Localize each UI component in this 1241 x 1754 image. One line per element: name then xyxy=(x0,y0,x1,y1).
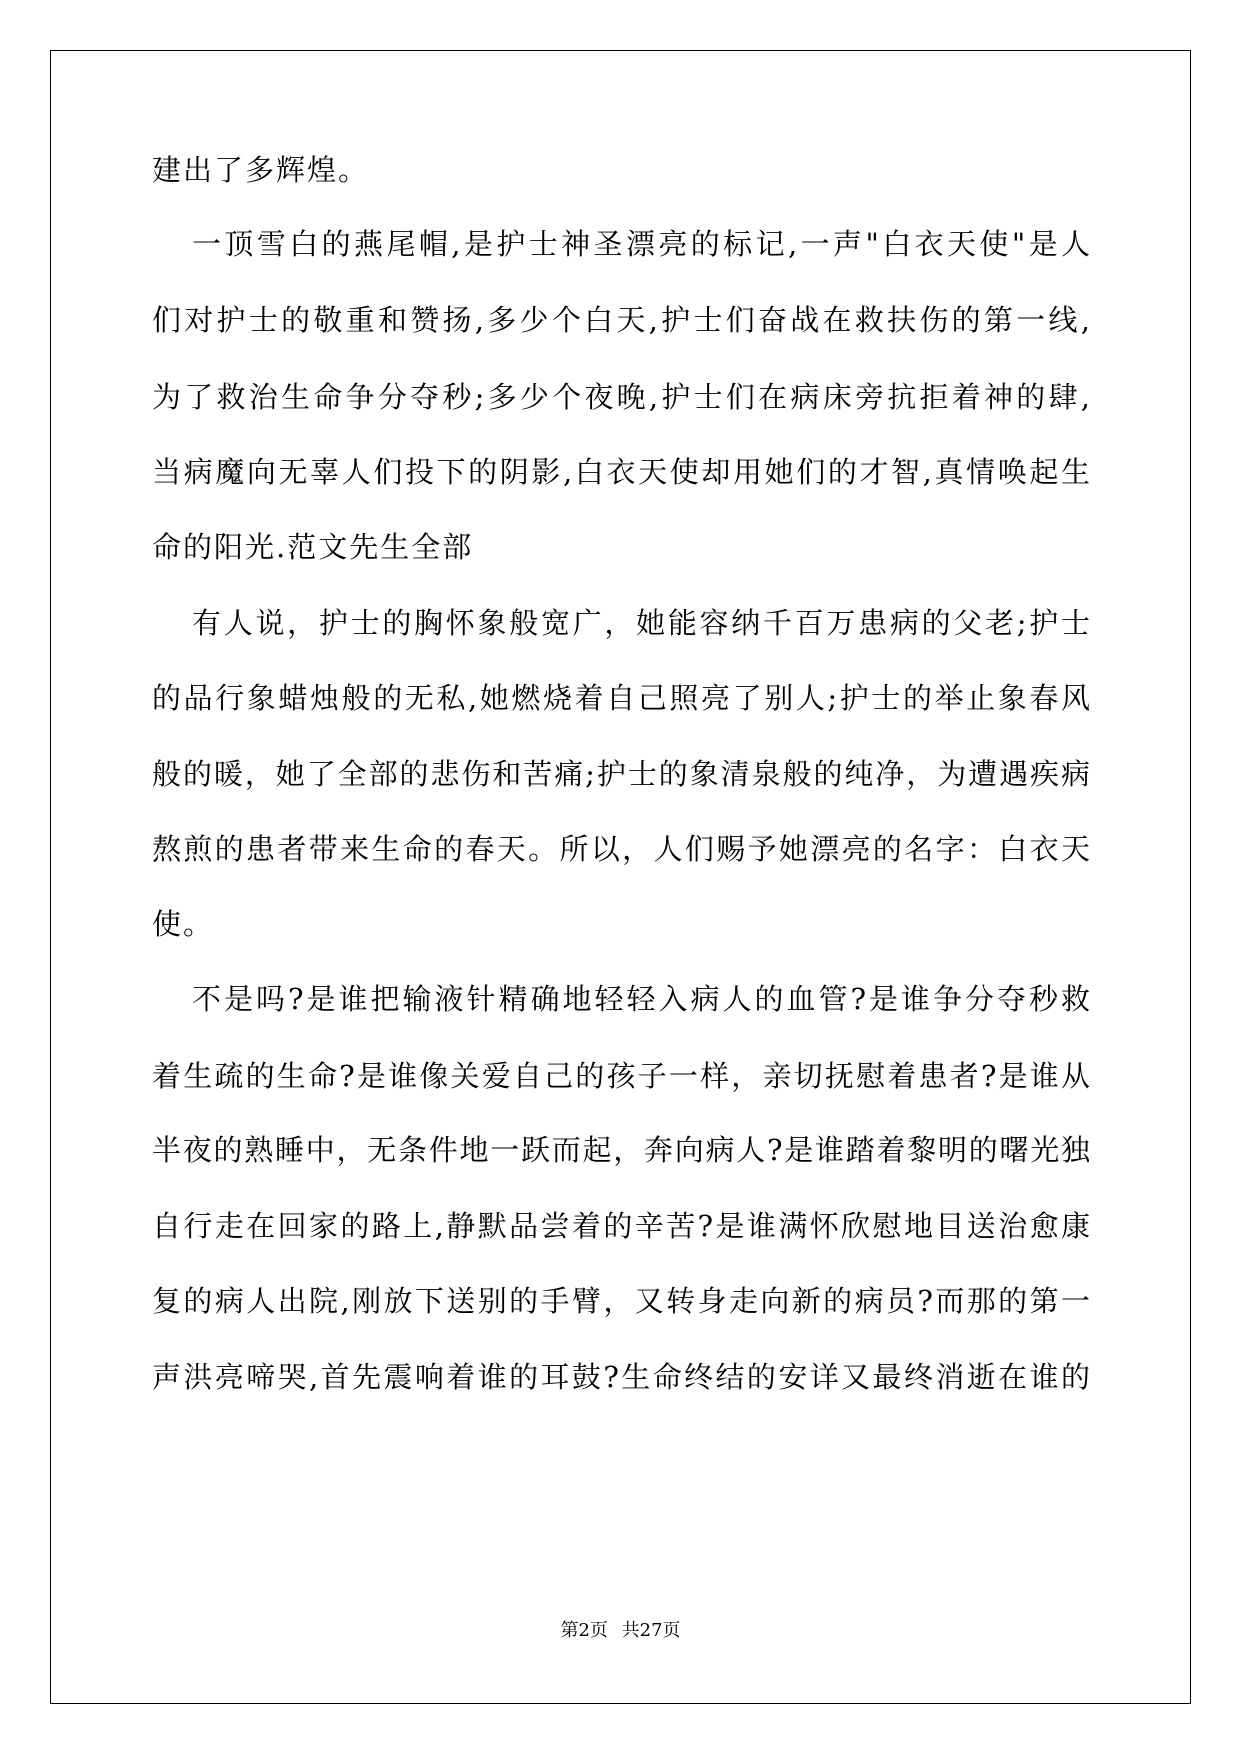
text-line: 为了救治生命争分夺秒;多少个夜晚,护士们在病床旁抗拒着神的肆, xyxy=(152,380,1090,414)
text-line: 命的阳光.范文先生全部 xyxy=(152,530,474,564)
text-line: 的品行象蜡烛般的无私,她燃烧着自己照亮了别人;护士的举止象春风 xyxy=(152,681,1090,715)
text-line: 自行走在回家的路上,静默品尝着的辛苦?是谁满怀欣慰地目送治愈康 xyxy=(152,1209,1090,1243)
text-line: 有人说，护士的胸怀象般宽广，她能容纳千百万患病的父老;护士 xyxy=(192,606,1090,640)
text-line: 使。 xyxy=(152,907,215,941)
page-number: 第2页 xyxy=(560,1620,608,1641)
text-line: 般的暖，她了全部的悲伤和苦痛;护士的象清泉般的纯净，为遭遇疾病 xyxy=(152,757,1090,791)
text-line: 半夜的熟睡中，无条件地一跃而起，奔向病人?是谁踏着黎明的曙光独 xyxy=(152,1133,1090,1167)
text-line: 着生疏的生命?是谁像关爱自己的孩子一样，亲切抚慰着患者?是谁从 xyxy=(152,1059,1090,1093)
page-total: 共27页 xyxy=(621,1620,681,1641)
text-line: 建出了多辉煌。 xyxy=(152,153,370,187)
text-line: 复的病人出院,刚放下送别的手臂，又转身走向新的病员?而那的第一 xyxy=(152,1284,1090,1318)
text-line: 当病魔向无辜人们投下的阴影,白衣天使却用她们的才智,真情唤起生 xyxy=(152,455,1090,489)
page-border xyxy=(50,50,1191,1704)
text-line: 不是吗?是谁把输液针精确地轻轻入病人的血管?是谁争分夺秒救 xyxy=(192,982,1090,1016)
page-footer xyxy=(0,1622,1241,1640)
text-line: 们对护士的敬重和赞扬,多少个白天,护士们奋战在救扶伤的第一线, xyxy=(152,303,1090,337)
text-line: 声洪亮啼哭,首先震响着谁的耳鼓?生命终结的安详又最终消逝在谁的 xyxy=(152,1360,1090,1394)
text-line: 一顶雪白的燕尾帽,是护士神圣漂亮的标记,一声"白衣天使"是人 xyxy=(192,227,1090,261)
text-line: 熬煎的患者带来生命的春天。所以，人们赐予她漂亮的名字：白衣天 xyxy=(152,832,1090,866)
